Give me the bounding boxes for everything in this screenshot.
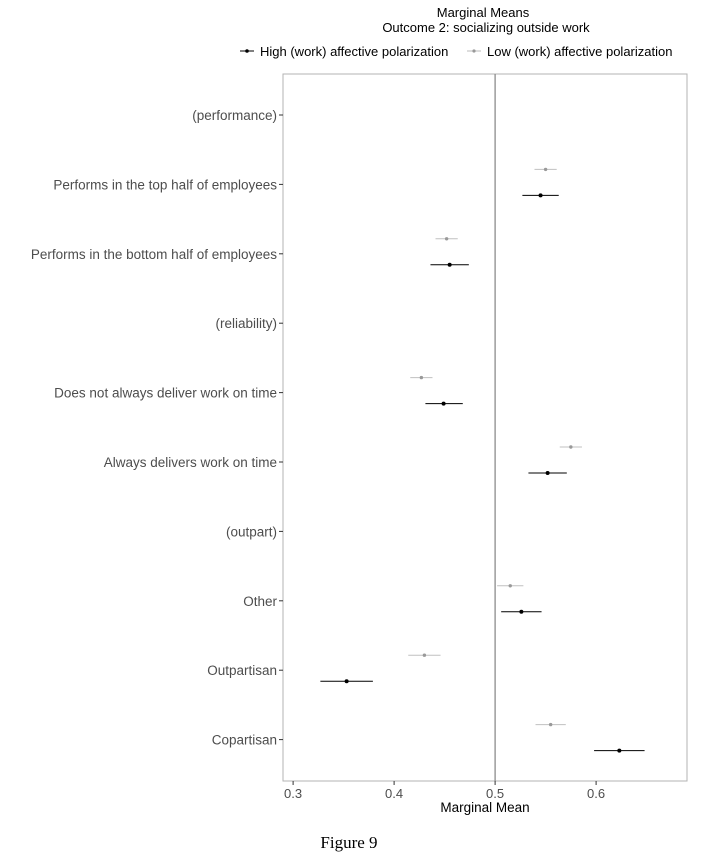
legend-key-high-point — [245, 49, 249, 53]
data-point — [546, 471, 550, 475]
y-tick-label: (performance) — [192, 108, 277, 123]
chart-subtitle: Outcome 2: socializing outside work — [382, 20, 590, 35]
legend-key-low-point — [472, 49, 475, 52]
data-point — [617, 749, 621, 753]
data-point — [345, 679, 349, 683]
x-axis-title: Marginal Mean — [440, 800, 530, 815]
y-tick-label: Does not always deliver work on time — [54, 385, 277, 401]
legend — [240, 44, 672, 59]
data-point — [420, 376, 423, 379]
data-point — [549, 723, 552, 726]
y-tick-label: (reliability) — [215, 316, 277, 332]
data-point — [519, 610, 523, 614]
data-point — [509, 584, 512, 587]
data-point — [423, 654, 426, 657]
legend-label-high: High (work) affective polarization — [260, 44, 449, 59]
data-point — [569, 445, 572, 448]
data-point — [448, 263, 452, 267]
plot-panel — [283, 74, 687, 781]
data-point — [544, 168, 547, 171]
x-tick-label: 0.3 — [284, 786, 303, 801]
y-tick-label: Performs in the bottom half of employees — [30, 246, 277, 262]
x-axis — [284, 781, 605, 801]
data-point — [445, 237, 448, 240]
y-tick-label: (outpart) — [225, 524, 277, 540]
x-tick-label: 0.4 — [385, 786, 404, 801]
data-marks — [320, 168, 644, 753]
data-point — [442, 402, 446, 406]
y-tick-label: Copartisan — [211, 732, 277, 748]
y-tick-label: Other — [243, 593, 277, 609]
chart-title: Marginal Means — [436, 5, 530, 20]
y-tick-label: Outpartisan — [207, 663, 277, 679]
data-point — [539, 193, 543, 197]
legend-label-low: Low (work) affective polarization — [487, 44, 673, 59]
y-axis — [31, 108, 283, 748]
y-tick-label: Performs in the top half of employees — [53, 177, 277, 193]
figure-caption: Figure 9 — [320, 833, 378, 852]
x-tick-label: 0.5 — [486, 786, 505, 801]
y-tick-label: Always delivers work on time — [103, 455, 277, 470]
x-tick-label: 0.6 — [587, 786, 606, 801]
